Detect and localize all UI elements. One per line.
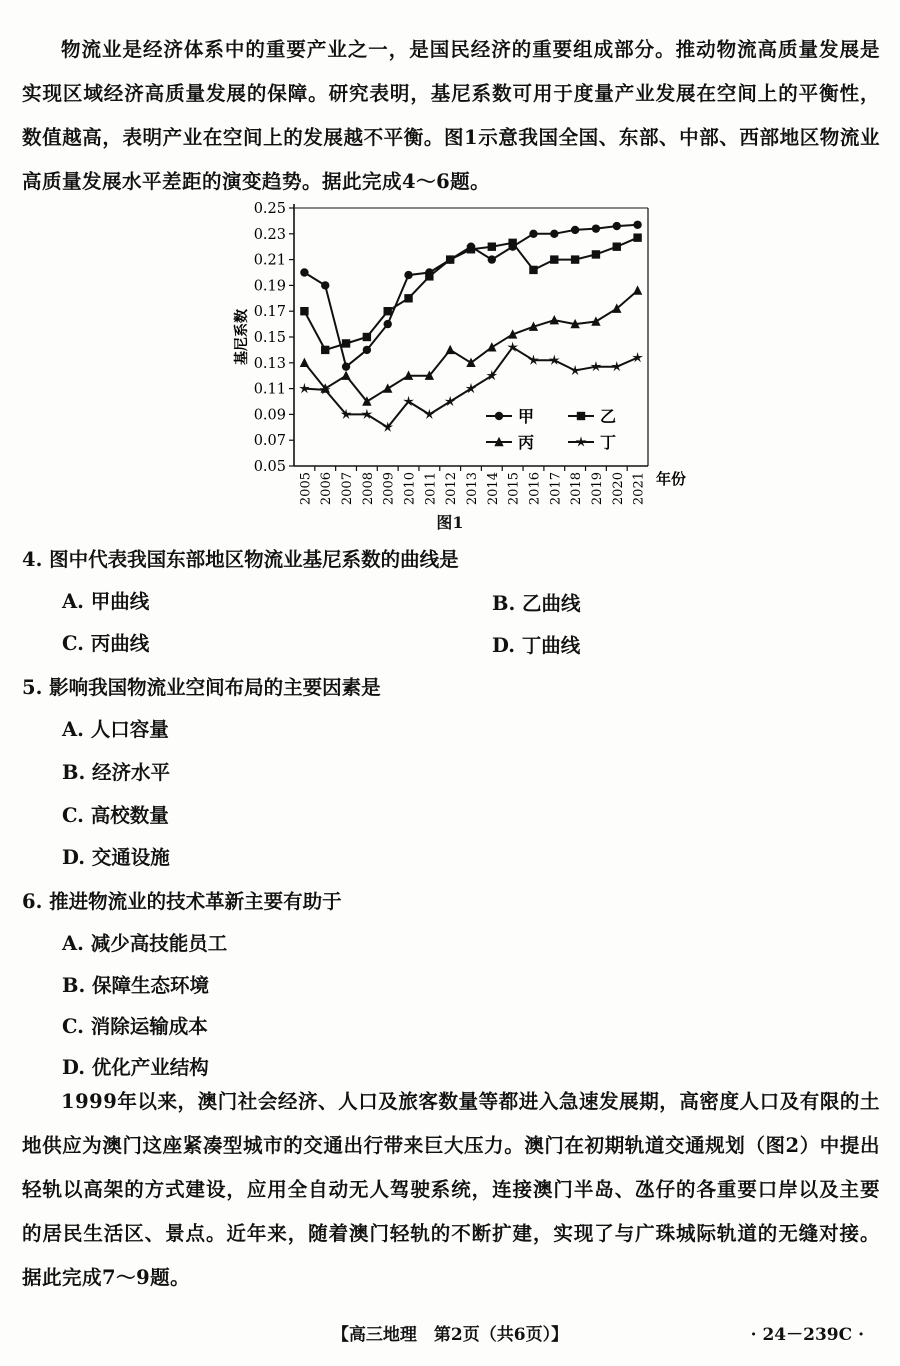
x-tick-label: 2008 [360,472,376,506]
q4-option-b: B. 乙曲线 [492,592,581,615]
x-tick-label: 2010 [402,472,418,506]
x-axis-label: 年份 [656,470,687,488]
y-axis-label: 基尼系数 [234,309,250,365]
data-point [445,345,454,354]
x-tick-label: 2011 [423,472,439,506]
data-point [363,333,371,341]
data-point [467,245,475,253]
y-tick-label: 0.13 [253,355,286,372]
q4-option-d: D. 丁曲线 [492,634,581,657]
y-tick-label: 0.07 [253,433,286,450]
y-tick-label: 0.23 [253,226,286,243]
data-point [446,255,454,263]
y-tick-label: 0.17 [253,304,286,321]
legend-label: 甲 [518,407,535,426]
data-point [300,307,308,315]
q6-option-c: C. 消除运输成本 [62,1015,208,1038]
gini-line-chart [228,196,708,508]
x-tick-label: 2015 [506,472,522,506]
data-point [550,255,558,263]
x-tick-label: 2009 [381,472,397,506]
x-tick-label: 2006 [319,472,335,506]
q5-option-a: A. 人口容量 [62,718,169,741]
data-point [488,243,496,251]
q5-option-d: D. 交通设施 [62,846,170,869]
y-tick-label: 0.11 [253,381,286,398]
series-4 [299,342,643,432]
data-point [633,221,641,229]
data-point [592,224,600,232]
data-point [592,250,600,258]
x-tick-label: 2007 [340,472,356,506]
data-point [633,285,642,294]
series-line [304,238,637,350]
data-point [404,271,412,279]
data-point [384,307,392,315]
x-tick-label: 2016 [527,472,543,506]
y-tick-label: 0.15 [253,330,286,346]
q4-option-c: C. 丙曲线 [62,632,150,655]
y-tick-label: 0.25 [253,201,286,217]
y-tick-label: 0.21 [253,252,286,269]
series-1 [300,221,642,371]
x-tick-label: 2017 [548,472,564,506]
data-point [466,358,475,367]
x-tick-label: 2019 [589,472,605,506]
y-tick-label: 0.19 [253,278,286,295]
x-tick-label: 2012 [444,472,460,506]
data-point [341,371,350,380]
data-point [508,239,516,247]
y-tick-label: 0.09 [253,407,286,424]
data-point [613,222,621,230]
q5-stem: 5. 影响我国物流业空间布局的主要因素是 [22,676,381,699]
data-point [342,362,350,370]
data-point [550,230,558,238]
data-point [632,352,643,362]
legend-label: 乙 [600,407,617,426]
data-point [321,281,329,289]
q6-stem: 6. 推进物流业的技术革新主要有助于 [22,890,342,913]
x-tick-label: 2018 [569,472,585,506]
data-point [488,255,496,263]
q6-option-b: B. 保障生态环境 [62,974,210,997]
q6-option-a: A. 减少高技能员工 [62,932,228,955]
data-point [633,233,641,241]
legend-marker [577,412,585,420]
q5-option-b: B. 经济水平 [62,761,171,784]
legend-label: 丙 [518,433,535,452]
q6-option-d: D. 优化产业结构 [62,1056,209,1079]
data-point [529,230,537,238]
legend-label: 丁 [600,433,617,452]
data-point [613,243,621,251]
data-point [571,255,579,263]
x-tick-label: 2014 [485,472,501,506]
chart-legend [486,407,616,452]
data-point [300,358,309,367]
data-point [425,272,433,280]
data-point [550,315,559,324]
data-point [300,268,308,276]
data-point [383,383,392,392]
data-point [363,346,371,354]
intro-paragraph [22,28,880,204]
x-tick-label: 2013 [465,472,480,506]
data-point [529,266,537,274]
series-2 [300,233,642,354]
data-point [571,226,579,234]
data-point [404,294,412,302]
footer-page-info: 【高三地理 第2页（共6页）】 [331,1325,569,1345]
figure-label: 图1 [436,513,464,532]
data-point [424,409,435,419]
x-tick-label: 2020 [610,472,626,506]
second-paragraph [22,1080,880,1300]
q4-stem: 4. 图中代表我国东部地区物流业基尼系数的曲线是 [22,548,459,571]
y-tick-label: 0.05 [253,459,286,475]
data-point [342,339,350,347]
data-point [487,342,496,351]
q5-option-c: C. 高校数量 [62,804,169,827]
x-tick-label: 2005 [298,472,314,506]
data-point [384,320,392,328]
data-point [321,346,329,354]
legend-marker [495,412,503,420]
x-tick-label: 2021 [631,472,647,506]
intro-text: 物流业是经济体系中的重要产业之一，是国民经济的重要组成部分。推动物流高质量发展是实现区域经济高质量发展的保障。研究表明，基尼系数可用于度量产业发展在空间上的平衡性，数值越高，表明产业在空间上的发展越不平衡。图1示意我国全国、东部、中部、西部地区物流业高质量发展水平差距的演变趋势。据此完成4～6题。 [22,38,880,193]
second-paragraph-text: 1999年以来，澳门社会经济、人口及旅客数量等都进入急速发展期，高密度人口及有限的土地供应为澳门这座紧凑型城市的交通出行带来巨大压力。澳门在初期轨道交通规划（图2）中提出轻轨以高架的方式建设，应用全自动无人驾驶系统，连接澳门半岛、氹仔的各重要口岸以及主要的居民生活区、景点。近年来，随着澳门轻轨的不断扩建，实现了与广珠城际轨道的无缝对接。据此完成7～9题。 [22,1090,880,1289]
footer-code: · 24－239C · [750,1325,864,1345]
q4-option-a: A. 甲曲线 [62,590,150,613]
